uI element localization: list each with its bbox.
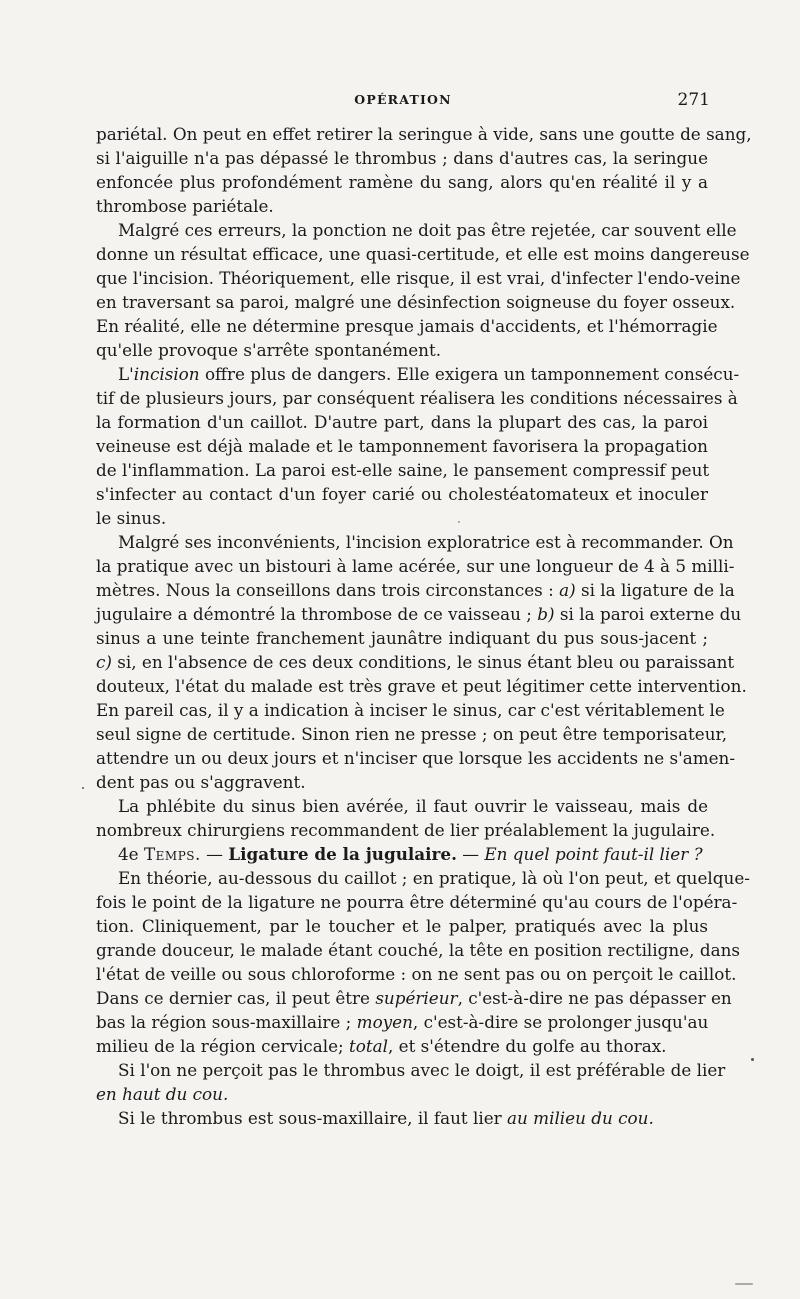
paper-speck [82, 787, 84, 789]
text-line: Malgré ces erreurs, la ponction ne doit pas être rejetée, car souvent elle [118, 220, 737, 240]
text-line: L'incision offre plus de dangers. Elle exigera un tamponnement consécu- [118, 364, 740, 384]
text-line: Si le thrombus est sous-maxillaire, il faut lier au milieu du cou. [118, 1108, 654, 1128]
page-header [96, 92, 710, 116]
paper-speck [735, 1283, 753, 1285]
text-line: attendre un ou deux jours et n'inciser que lorsque les accidents ne s'amen- [96, 748, 736, 768]
text-line: jugulaire a démontré la thrombose de ce vaisseau ; b) si la paroi externe du [96, 604, 742, 624]
text-line: nombreux chirurgiens recommandent de lier préalablement la jugulaire. [96, 820, 716, 840]
text-line: grande douceur, le malade étant couché, la tête en position rectiligne, dans [96, 940, 740, 960]
paper-speck [458, 521, 460, 523]
text-line: dent pas ou s'aggravent. [96, 772, 306, 792]
text-line: que l'incision. Théoriquement, elle risque, il est vrai, d'infecter l'endo-veine [96, 268, 741, 288]
paper-speck [751, 1058, 754, 1061]
page-number: 271 [677, 90, 710, 110]
section-heading-line: 4e Temps. — Ligature de la jugulaire. — En quel point faut-il lier ? [118, 844, 703, 864]
text-line: si l'aiguille n'a pas dépassé le thrombus ; dans d'autres cas, la seringue [96, 148, 708, 168]
text-line: s'infecter au contact d'un foyer carié ou cholestéatomateux et inoculer [96, 484, 708, 504]
text-line: de l'inflammation. La paroi est-elle saine, le pansement compressif peut [96, 460, 710, 480]
text-line: seul signe de certitude. Sinon rien ne presse ; on peut être temporisateur, [96, 724, 728, 744]
text-line: le sinus. [96, 508, 167, 528]
text-line: tion. Cliniquement, par le toucher et le palper, pratiqués avec la plus [96, 916, 708, 936]
text-line: pariétal. On peut en effet retirer la seringue à vide, sans une goutte de sang, [96, 124, 752, 144]
text-line: fois le point de la ligature ne pourra être déterminé qu'au cours de l'opéra- [96, 892, 738, 912]
text-line: douteux, l'état du malade est très grave et peut légitimer cette intervention. [96, 676, 747, 696]
text-line: Dans ce dernier cas, il peut être supérieur, c'est-à-dire ne pas dépasser en [96, 988, 732, 1008]
text-line: l'état de veille ou sous chloroforme : on ne sent pas ou on perçoit le caillot. [96, 964, 737, 984]
body-text [96, 122, 752, 1130]
text-line: bas la région sous-maxillaire ; moyen, c'est-à-dire se prolonger jusqu'au [96, 1012, 709, 1032]
text-line: En pareil cas, il y a indication à inciser le sinus, car c'est véritablement le [96, 700, 725, 720]
text-line: mètres. Nous la conseillons dans trois circonstances : a) si la ligature de la [96, 580, 735, 600]
text-line: La phlébite du sinus bien avérée, il faut ouvrir le vaisseau, mais de [118, 796, 708, 816]
running-title: OPÉRATION [354, 92, 452, 107]
text-line: En théorie, au-dessous du caillot ; en pratique, là où l'on peut, et quelque- [118, 868, 750, 888]
text-line: donne un résultat efficace, une quasi-certitude, et elle est moins dangereuse [96, 244, 750, 264]
text-line: enfoncée plus profondément ramène du sang, alors qu'en réalité il y a [96, 172, 708, 192]
text-line: Si l'on ne perçoit pas le thrombus avec le doigt, il est préférable de lier [118, 1060, 726, 1080]
text-line: veineuse est déjà malade et le tamponnement favorisera la propagation [96, 436, 708, 456]
text-line: c) si, en l'absence de ces deux conditions, le sinus étant bleu ou paraissant [96, 652, 735, 672]
text-line: la formation d'un caillot. D'autre part, dans la plupart des cas, la paroi [96, 412, 708, 432]
text-line: tif de plusieurs jours, par conséquent réalisera les conditions nécessaires à [96, 388, 738, 408]
text-line: en haut du cou. [96, 1084, 229, 1104]
text-line: la pratique avec un bistouri à lame acérée, sur une longueur de 4 à 5 milli- [96, 556, 735, 576]
text-line: en traversant sa paroi, malgré une désinfection soigneuse du foyer osseux. [96, 292, 736, 312]
text-line: qu'elle provoque s'arrête spontanément. [96, 340, 442, 360]
text-line: sinus a une teinte franchement jaunâtre indiquant du pus sous-jacent ; [96, 628, 708, 648]
text-line: Malgré ses inconvénients, l'incision exploratrice est à recommander. On [118, 532, 734, 552]
text-line: thrombose pariétale. [96, 196, 274, 216]
text-line: milieu de la région cervicale; total, et s'étendre du golfe au thorax. [96, 1036, 667, 1056]
text-line: En réalité, elle ne détermine presque jamais d'accidents, et l'hémorragie [96, 316, 718, 336]
